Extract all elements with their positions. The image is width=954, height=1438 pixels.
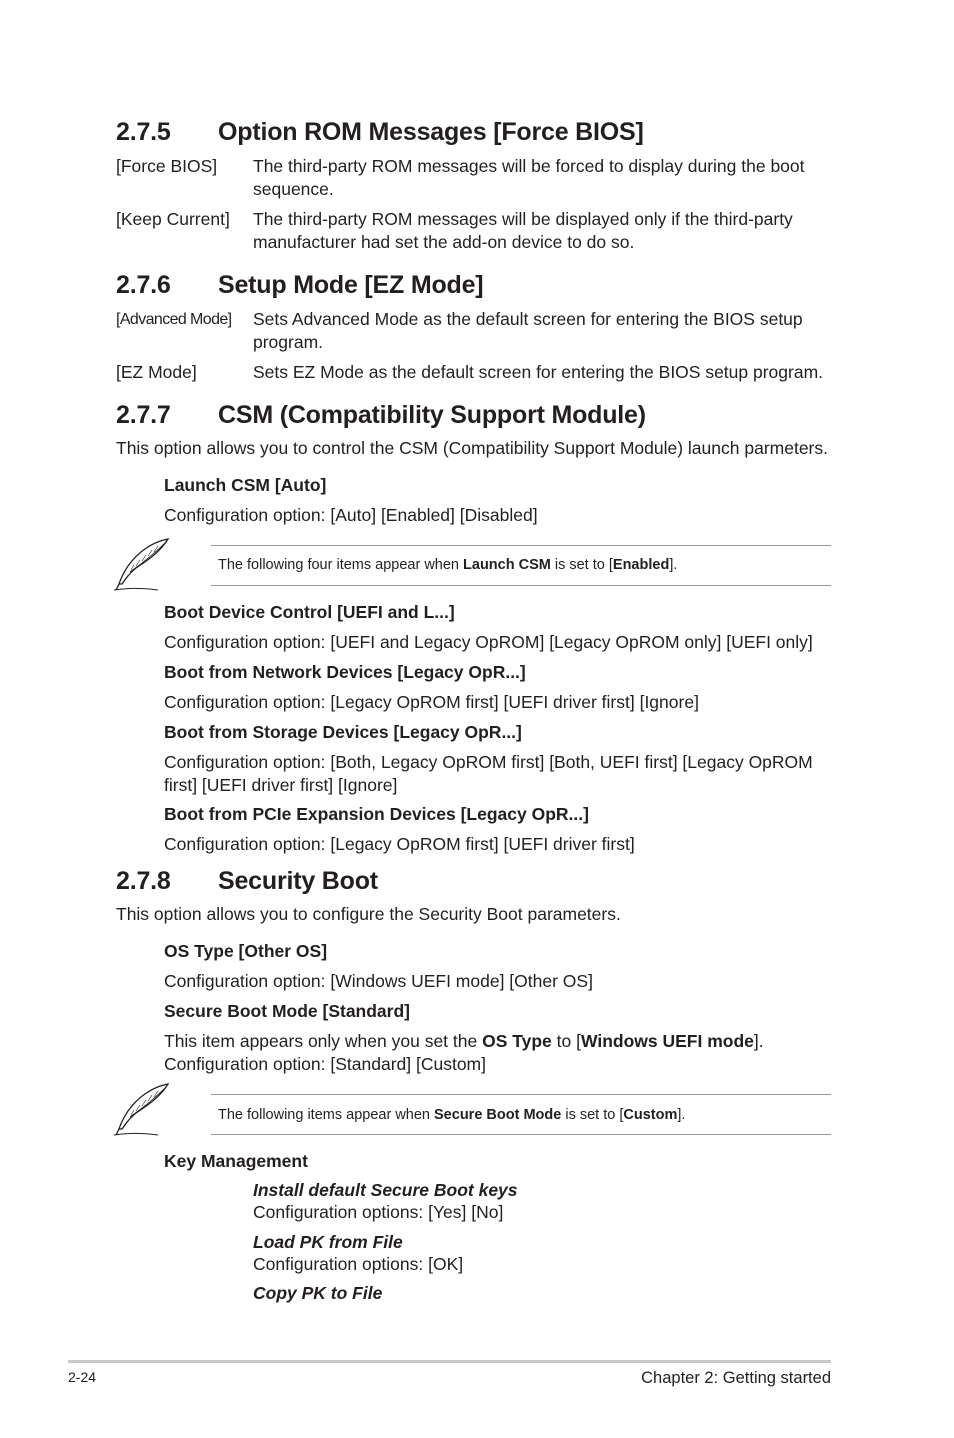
note-rule-top (211, 545, 831, 546)
section-number: 2.7.6 (116, 271, 171, 299)
feather-pen-icon (112, 536, 172, 592)
section-heading-2-7-5 (116, 118, 644, 147)
section-intro: This option allows you to configure the Security Boot parameters. (116, 904, 621, 924)
item-title-secure-boot-mode: Secure Boot Mode [Standard] (164, 1001, 410, 1021)
note-rule-bottom (211, 1134, 831, 1135)
option-desc-keep-current: The third-party ROM messages will be displayed only if the third-party manufacturer had set the add-on device to do so. (253, 209, 793, 252)
item-config-launch-csm: Configuration option: [Auto] [Enabled] [Disabled] (164, 505, 538, 525)
subitem-config: Configuration options: [OK] (253, 1254, 464, 1274)
section-heading-2-7-8 (116, 867, 378, 896)
item-title-os-type: OS Type [Other OS] (164, 941, 328, 961)
option-desc-ez-mode: Sets EZ Mode as the default screen for entering the BIOS setup program. (253, 362, 824, 382)
section-number: 2.7.7 (116, 401, 171, 429)
item-config: Configuration option: [Both, Legacy OpROM first] [Both, UEFI first] [Legacy OpROM first] [UEFI driver first] [Ignore] (164, 752, 813, 795)
section-title: Option ROM Messages [Force BIOS] (218, 118, 644, 146)
page-number: 2-24 (68, 1369, 97, 1385)
item-config-secure-boot-mode: Configuration option: [Standard] [Custom] (164, 1054, 486, 1074)
subitem-title: Copy PK to File (253, 1283, 383, 1303)
note-rule-bottom (211, 585, 831, 586)
option-label-ez-mode: [EZ Mode] (116, 362, 197, 382)
item-desc-secure-boot-mode: This item appears only when you set the OS Type to [Windows UEFI mode]. (164, 1031, 764, 1051)
item-title: Boot Device Control [UEFI and L...] (164, 602, 455, 622)
item-title: Boot from PCIe Expansion Devices [Legacy OpR...] (164, 804, 589, 824)
option-label-keep-current: [Keep Current] (116, 209, 230, 229)
item-title-launch-csm: Launch CSM [Auto] (164, 475, 327, 495)
option-desc-advanced-mode: Sets Advanced Mode as the default screen for entering the BIOS setup program. (253, 309, 803, 352)
item-config: Configuration option: [Legacy OpROM first] [UEFI driver first] [Ignore] (164, 692, 699, 712)
note-text-csm: The following four items appear when Launch CSM is set to [Enabled]. (218, 557, 678, 573)
item-config: Configuration option: [Legacy OpROM first] [UEFI driver first] (164, 834, 635, 854)
note-rule-top (211, 1094, 831, 1095)
option-desc-force-bios: The third-party ROM messages will be forced to display during the boot sequence. (253, 156, 805, 199)
section-title: CSM (Compatibility Support Module) (218, 401, 646, 429)
chapter-title: Chapter 2: Getting started (641, 1369, 831, 1387)
section-intro: This option allows you to control the CSM (Compatibility Support Module) launch parmeters. (116, 438, 828, 458)
footer-rule (68, 1360, 831, 1363)
item-title-key-management: Key Management (164, 1151, 308, 1171)
note-text-secure-boot: The following items appear when Secure Boot Mode is set to [Custom]. (218, 1107, 686, 1123)
item-config-os-type: Configuration option: [Windows UEFI mode] [Other OS] (164, 971, 593, 991)
subitem-config: Configuration options: [Yes] [No] (253, 1202, 504, 1222)
subitem-title: Install default Secure Boot keys (253, 1180, 518, 1200)
section-title: Security Boot (218, 867, 378, 895)
section-heading-2-7-6 (116, 271, 483, 300)
item-title: Boot from Storage Devices [Legacy OpR...] (164, 722, 522, 742)
section-number: 2.7.8 (116, 867, 171, 895)
section-title: Setup Mode [EZ Mode] (218, 271, 484, 299)
option-label-force-bios: [Force BIOS] (116, 156, 218, 176)
option-label-advanced-mode: [Advanced Mode] (116, 311, 232, 328)
section-heading-2-7-7 (116, 401, 646, 430)
subitem-title: Load PK from File (253, 1232, 403, 1252)
feather-pen-icon (112, 1081, 172, 1137)
item-title: Boot from Network Devices [Legacy OpR...] (164, 662, 526, 682)
item-config: Configuration option: [UEFI and Legacy OpROM] [Legacy OpROM only] [UEFI only] (164, 632, 813, 652)
section-number: 2.7.5 (116, 118, 171, 146)
